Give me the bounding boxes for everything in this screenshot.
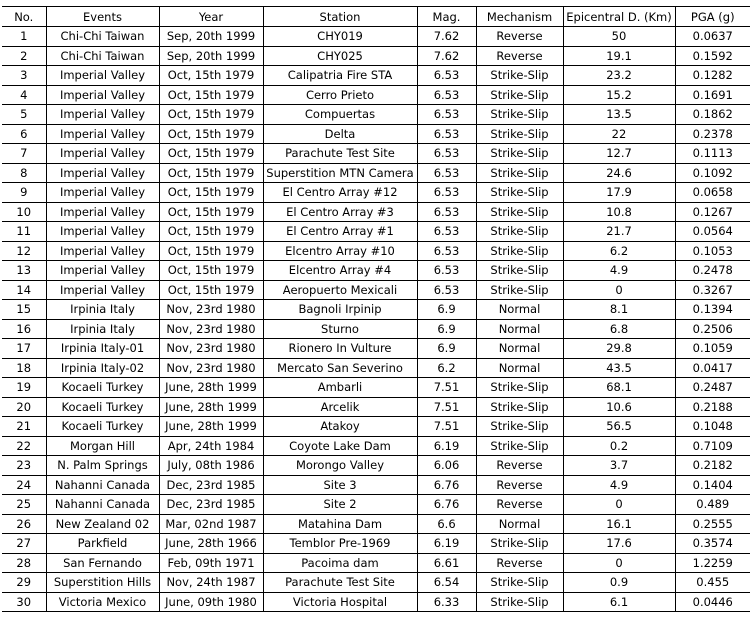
table-row: [2, 144, 750, 164]
cell-no: 3: [2, 66, 46, 86]
cell-event: Imperial Valley: [46, 124, 159, 144]
cell-mechanism: Strike-Slip: [476, 105, 563, 125]
cell-pga: 0.1113: [675, 144, 750, 164]
cell-no: 6: [2, 124, 46, 144]
cell-magnitude: 7.51: [417, 378, 476, 398]
table-row: [2, 183, 750, 203]
cell-pga: 0.1404: [675, 475, 750, 495]
cell-year: Sep, 20th 1999: [159, 46, 263, 66]
cell-mechanism: Strike-Slip: [476, 124, 563, 144]
cell-station: Site 2: [263, 495, 417, 515]
cell-year: Oct, 15th 1979: [159, 124, 263, 144]
table-row: [2, 85, 750, 105]
cell-year: Oct, 15th 1979: [159, 163, 263, 183]
cell-mechanism: Reverse: [476, 27, 563, 47]
cell-epicentral-distance: 68.1: [563, 378, 675, 398]
cell-event: Imperial Valley: [46, 66, 159, 86]
table-row: [2, 300, 750, 320]
cell-pga: 0.2555: [675, 514, 750, 534]
cell-event: N. Palm Springs: [46, 456, 159, 476]
cell-magnitude: 6.2: [417, 358, 476, 378]
cell-pga: 0.1267: [675, 202, 750, 222]
cell-epicentral-distance: 3.7: [563, 456, 675, 476]
cell-event: Kocaeli Turkey: [46, 417, 159, 437]
cell-station: CHY019: [263, 27, 417, 47]
cell-pga: 0.1048: [675, 417, 750, 437]
cell-no: 2: [2, 46, 46, 66]
cell-mechanism: Strike-Slip: [476, 378, 563, 398]
header-row: [2, 7, 750, 27]
table-row: [2, 495, 750, 515]
cell-mechanism: Strike-Slip: [476, 417, 563, 437]
cell-epicentral-distance: 6.1: [563, 592, 675, 612]
cell-mechanism: Strike-Slip: [476, 397, 563, 417]
cell-pga: 0.7109: [675, 436, 750, 456]
cell-epicentral-distance: 6.2: [563, 241, 675, 261]
cell-magnitude: 6.9: [417, 319, 476, 339]
cell-year: Oct, 15th 1979: [159, 280, 263, 300]
table-row: [2, 319, 750, 339]
cell-magnitude: 6.76: [417, 495, 476, 515]
cell-station: Victoria Hospital: [263, 592, 417, 612]
cell-pga: 0.0417: [675, 358, 750, 378]
table-row: [2, 222, 750, 242]
header-pga: PGA (g): [675, 7, 750, 27]
cell-mechanism: Strike-Slip: [476, 261, 563, 281]
table-row: [2, 339, 750, 359]
table-row: [2, 553, 750, 573]
cell-no: 25: [2, 495, 46, 515]
cell-no: 12: [2, 241, 46, 261]
cell-mechanism: Strike-Slip: [476, 222, 563, 242]
cell-pga: 0.1592: [675, 46, 750, 66]
cell-no: 7: [2, 144, 46, 164]
cell-no: 30: [2, 592, 46, 612]
cell-epicentral-distance: 50: [563, 27, 675, 47]
cell-station: Delta: [263, 124, 417, 144]
cell-epicentral-distance: 56.5: [563, 417, 675, 437]
cell-pga: 0.0658: [675, 183, 750, 203]
cell-mechanism: Normal: [476, 514, 563, 534]
header-no: No.: [2, 7, 46, 27]
cell-station: Morongo Valley: [263, 456, 417, 476]
cell-no: 18: [2, 358, 46, 378]
cell-year: June, 28th 1999: [159, 378, 263, 398]
cell-pga: 0.0564: [675, 222, 750, 242]
cell-no: 20: [2, 397, 46, 417]
cell-station: El Centro Array #1: [263, 222, 417, 242]
cell-magnitude: 6.53: [417, 85, 476, 105]
cell-no: 9: [2, 183, 46, 203]
cell-station: Superstition MTN Camera: [263, 163, 417, 183]
table-row: [2, 475, 750, 495]
cell-magnitude: 6.19: [417, 534, 476, 554]
cell-magnitude: 6.53: [417, 105, 476, 125]
cell-epicentral-distance: 21.7: [563, 222, 675, 242]
cell-epicentral-distance: 15.2: [563, 85, 675, 105]
cell-station: El Centro Array #3: [263, 202, 417, 222]
cell-magnitude: 7.51: [417, 417, 476, 437]
cell-no: 21: [2, 417, 46, 437]
cell-epicentral-distance: 24.6: [563, 163, 675, 183]
header-magnitude: Mag.: [417, 7, 476, 27]
cell-station: Atakoy: [263, 417, 417, 437]
cell-event: Imperial Valley: [46, 222, 159, 242]
cell-mechanism: Reverse: [476, 46, 563, 66]
table-row: [2, 436, 750, 456]
cell-event: Chi-Chi Taiwan: [46, 27, 159, 47]
table-row: [2, 27, 750, 47]
table-row: [2, 46, 750, 66]
cell-year: Nov, 23rd 1980: [159, 319, 263, 339]
table-row: [2, 241, 750, 261]
cell-station: Parachute Test Site: [263, 573, 417, 593]
table-row: [2, 202, 750, 222]
cell-epicentral-distance: 12.7: [563, 144, 675, 164]
cell-magnitude: 7.51: [417, 397, 476, 417]
cell-pga: 0.0637: [675, 27, 750, 47]
cell-station: Coyote Lake Dam: [263, 436, 417, 456]
cell-magnitude: 6.53: [417, 66, 476, 86]
cell-mechanism: Strike-Slip: [476, 573, 563, 593]
cell-no: 29: [2, 573, 46, 593]
cell-pga: 0.2188: [675, 397, 750, 417]
cell-event: Imperial Valley: [46, 85, 159, 105]
cell-event: Imperial Valley: [46, 105, 159, 125]
cell-mechanism: Strike-Slip: [476, 66, 563, 86]
header-mechanism: Mechanism: [476, 7, 563, 27]
cell-event: Irpinia Italy: [46, 319, 159, 339]
cell-epicentral-distance: 16.1: [563, 514, 675, 534]
cell-event: Superstition Hills: [46, 573, 159, 593]
cell-year: June, 28th 1966: [159, 534, 263, 554]
cell-magnitude: 6.53: [417, 202, 476, 222]
cell-year: Dec, 23rd 1985: [159, 495, 263, 515]
cell-pga: 0.489: [675, 495, 750, 515]
cell-epicentral-distance: 17.9: [563, 183, 675, 203]
cell-event: San Fernando: [46, 553, 159, 573]
cell-magnitude: 6.06: [417, 456, 476, 476]
cell-no: 15: [2, 300, 46, 320]
cell-magnitude: 6.54: [417, 573, 476, 593]
cell-mechanism: Reverse: [476, 495, 563, 515]
cell-event: New Zealand 02: [46, 514, 159, 534]
cell-year: Sep, 20th 1999: [159, 27, 263, 47]
cell-station: Parachute Test Site: [263, 144, 417, 164]
table-row: [2, 378, 750, 398]
cell-year: Mar, 02nd 1987: [159, 514, 263, 534]
cell-year: Oct, 15th 1979: [159, 183, 263, 203]
cell-no: 24: [2, 475, 46, 495]
cell-mechanism: Strike-Slip: [476, 241, 563, 261]
cell-no: 22: [2, 436, 46, 456]
cell-no: 28: [2, 553, 46, 573]
cell-station: Sturno: [263, 319, 417, 339]
cell-year: June, 28th 1999: [159, 397, 263, 417]
cell-epicentral-distance: 0.9: [563, 573, 675, 593]
cell-epicentral-distance: 13.5: [563, 105, 675, 125]
cell-year: Oct, 15th 1979: [159, 85, 263, 105]
cell-epicentral-distance: 0: [563, 495, 675, 515]
cell-pga: 0.2478: [675, 261, 750, 281]
cell-pga: 0.1053: [675, 241, 750, 261]
table-row: [2, 417, 750, 437]
cell-pga: 0.2182: [675, 456, 750, 476]
cell-mechanism: Strike-Slip: [476, 280, 563, 300]
earthquake-records-table: [2, 6, 750, 612]
cell-event: Imperial Valley: [46, 261, 159, 281]
cell-year: Nov, 23rd 1980: [159, 339, 263, 359]
table-row: [2, 261, 750, 281]
cell-station: Site 3: [263, 475, 417, 495]
cell-pga: 0.2487: [675, 378, 750, 398]
table-row: [2, 573, 750, 593]
cell-pga: 0.2506: [675, 319, 750, 339]
cell-no: 5: [2, 105, 46, 125]
cell-pga: 0.1862: [675, 105, 750, 125]
cell-mechanism: Normal: [476, 339, 563, 359]
cell-magnitude: 6.53: [417, 144, 476, 164]
cell-magnitude: 6.53: [417, 222, 476, 242]
cell-magnitude: 6.6: [417, 514, 476, 534]
cell-no: 27: [2, 534, 46, 554]
cell-year: Feb, 09th 1971: [159, 553, 263, 573]
cell-no: 8: [2, 163, 46, 183]
cell-mechanism: Strike-Slip: [476, 436, 563, 456]
table-header: [2, 7, 750, 27]
cell-magnitude: 6.19: [417, 436, 476, 456]
cell-epicentral-distance: 10.6: [563, 397, 675, 417]
cell-event: Imperial Valley: [46, 163, 159, 183]
cell-year: Oct, 15th 1979: [159, 202, 263, 222]
cell-event: Nahanni Canada: [46, 475, 159, 495]
cell-event: Kocaeli Turkey: [46, 397, 159, 417]
cell-magnitude: 6.9: [417, 339, 476, 359]
cell-mechanism: Reverse: [476, 475, 563, 495]
cell-no: 19: [2, 378, 46, 398]
cell-magnitude: 7.62: [417, 27, 476, 47]
cell-mechanism: Normal: [476, 319, 563, 339]
header-events: Events: [46, 7, 159, 27]
cell-epicentral-distance: 0: [563, 553, 675, 573]
cell-pga: 1.2259: [675, 553, 750, 573]
cell-year: Nov, 23rd 1980: [159, 300, 263, 320]
cell-mechanism: Normal: [476, 358, 563, 378]
cell-event: Irpinia Italy-02: [46, 358, 159, 378]
cell-year: Oct, 15th 1979: [159, 261, 263, 281]
cell-pga: 0.455: [675, 573, 750, 593]
cell-year: Oct, 15th 1979: [159, 66, 263, 86]
cell-no: 13: [2, 261, 46, 281]
cell-station: Ambarli: [263, 378, 417, 398]
header-year: Year: [159, 7, 263, 27]
cell-mechanism: Strike-Slip: [476, 85, 563, 105]
cell-station: Compuertas: [263, 105, 417, 125]
table-row: [2, 105, 750, 125]
cell-event: Victoria Mexico: [46, 592, 159, 612]
table-row: [2, 592, 750, 612]
cell-pga: 0.3574: [675, 534, 750, 554]
cell-event: Irpinia Italy-01: [46, 339, 159, 359]
cell-station: Pacoima dam: [263, 553, 417, 573]
cell-mechanism: Strike-Slip: [476, 144, 563, 164]
cell-pga: 0.3267: [675, 280, 750, 300]
cell-magnitude: 6.76: [417, 475, 476, 495]
cell-pga: 0.1282: [675, 66, 750, 86]
cell-station: Temblor Pre-1969: [263, 534, 417, 554]
cell-epicentral-distance: 6.8: [563, 319, 675, 339]
cell-epicentral-distance: 29.8: [563, 339, 675, 359]
table-row: [2, 534, 750, 554]
cell-year: Oct, 15th 1979: [159, 222, 263, 242]
cell-no: 26: [2, 514, 46, 534]
cell-year: Nov, 24th 1987: [159, 573, 263, 593]
cell-station: Rionero In Vulture: [263, 339, 417, 359]
cell-magnitude: 6.53: [417, 280, 476, 300]
cell-epicentral-distance: 4.9: [563, 475, 675, 495]
cell-pga: 0.1691: [675, 85, 750, 105]
cell-mechanism: Reverse: [476, 553, 563, 573]
cell-event: Morgan Hill: [46, 436, 159, 456]
cell-pga: 0.0446: [675, 592, 750, 612]
table-row: [2, 397, 750, 417]
table-row: [2, 66, 750, 86]
cell-no: 1: [2, 27, 46, 47]
cell-pga: 0.1394: [675, 300, 750, 320]
cell-epicentral-distance: 8.1: [563, 300, 675, 320]
cell-event: Imperial Valley: [46, 241, 159, 261]
cell-year: June, 09th 1980: [159, 592, 263, 612]
cell-no: 17: [2, 339, 46, 359]
table-body: [2, 27, 750, 612]
cell-event: Imperial Valley: [46, 144, 159, 164]
cell-station: Elcentro Array #4: [263, 261, 417, 281]
cell-station: Matahina Dam: [263, 514, 417, 534]
cell-pga: 0.2378: [675, 124, 750, 144]
cell-mechanism: Strike-Slip: [476, 592, 563, 612]
cell-mechanism: Strike-Slip: [476, 202, 563, 222]
table-row: [2, 124, 750, 144]
cell-no: 14: [2, 280, 46, 300]
cell-no: 23: [2, 456, 46, 476]
cell-year: Nov, 23rd 1980: [159, 358, 263, 378]
cell-magnitude: 6.53: [417, 261, 476, 281]
cell-station: Elcentro Array #10: [263, 241, 417, 261]
cell-magnitude: 6.9: [417, 300, 476, 320]
cell-event: Irpinia Italy: [46, 300, 159, 320]
cell-pga: 0.1059: [675, 339, 750, 359]
header-station: Station: [263, 7, 417, 27]
cell-mechanism: Reverse: [476, 456, 563, 476]
cell-year: Oct, 15th 1979: [159, 105, 263, 125]
cell-year: Dec, 23rd 1985: [159, 475, 263, 495]
cell-no: 4: [2, 85, 46, 105]
cell-station: Cerro Prieto: [263, 85, 417, 105]
cell-year: June, 28th 1999: [159, 417, 263, 437]
table-row: [2, 456, 750, 476]
cell-event: Imperial Valley: [46, 280, 159, 300]
cell-epicentral-distance: 43.5: [563, 358, 675, 378]
cell-magnitude: 6.53: [417, 163, 476, 183]
cell-magnitude: 6.33: [417, 592, 476, 612]
cell-station: CHY025: [263, 46, 417, 66]
cell-event: Chi-Chi Taiwan: [46, 46, 159, 66]
cell-event: Imperial Valley: [46, 202, 159, 222]
cell-year: Apr, 24th 1984: [159, 436, 263, 456]
table-row: [2, 163, 750, 183]
cell-station: Arcelik: [263, 397, 417, 417]
cell-station: Bagnoli Irpinip: [263, 300, 417, 320]
cell-epicentral-distance: 0: [563, 280, 675, 300]
cell-pga: 0.1092: [675, 163, 750, 183]
cell-epicentral-distance: 4.9: [563, 261, 675, 281]
cell-event: Parkfield: [46, 534, 159, 554]
table-row: [2, 280, 750, 300]
cell-epicentral-distance: 0.2: [563, 436, 675, 456]
cell-year: July, 08th 1986: [159, 456, 263, 476]
cell-magnitude: 6.61: [417, 553, 476, 573]
cell-station: Aeropuerto Mexicali: [263, 280, 417, 300]
cell-magnitude: 6.53: [417, 183, 476, 203]
cell-mechanism: Strike-Slip: [476, 183, 563, 203]
table-row: [2, 358, 750, 378]
cell-magnitude: 7.62: [417, 46, 476, 66]
cell-mechanism: Strike-Slip: [476, 534, 563, 554]
cell-station: Mercato San Severino: [263, 358, 417, 378]
cell-magnitude: 6.53: [417, 241, 476, 261]
cell-no: 11: [2, 222, 46, 242]
cell-event: Nahanni Canada: [46, 495, 159, 515]
cell-epicentral-distance: 19.1: [563, 46, 675, 66]
table-row: [2, 514, 750, 534]
cell-epicentral-distance: 22: [563, 124, 675, 144]
cell-magnitude: 6.53: [417, 124, 476, 144]
cell-station: Calipatria Fire STA: [263, 66, 417, 86]
cell-no: 16: [2, 319, 46, 339]
cell-epicentral-distance: 23.2: [563, 66, 675, 86]
header-epicentral-distance: Epicentral D. (Km): [563, 7, 675, 27]
cell-no: 10: [2, 202, 46, 222]
cell-epicentral-distance: 10.8: [563, 202, 675, 222]
cell-mechanism: Strike-Slip: [476, 163, 563, 183]
cell-event: Kocaeli Turkey: [46, 378, 159, 398]
cell-mechanism: Normal: [476, 300, 563, 320]
cell-year: Oct, 15th 1979: [159, 144, 263, 164]
cell-epicentral-distance: 17.6: [563, 534, 675, 554]
cell-event: Imperial Valley: [46, 183, 159, 203]
cell-station: El Centro Array #12: [263, 183, 417, 203]
cell-year: Oct, 15th 1979: [159, 241, 263, 261]
